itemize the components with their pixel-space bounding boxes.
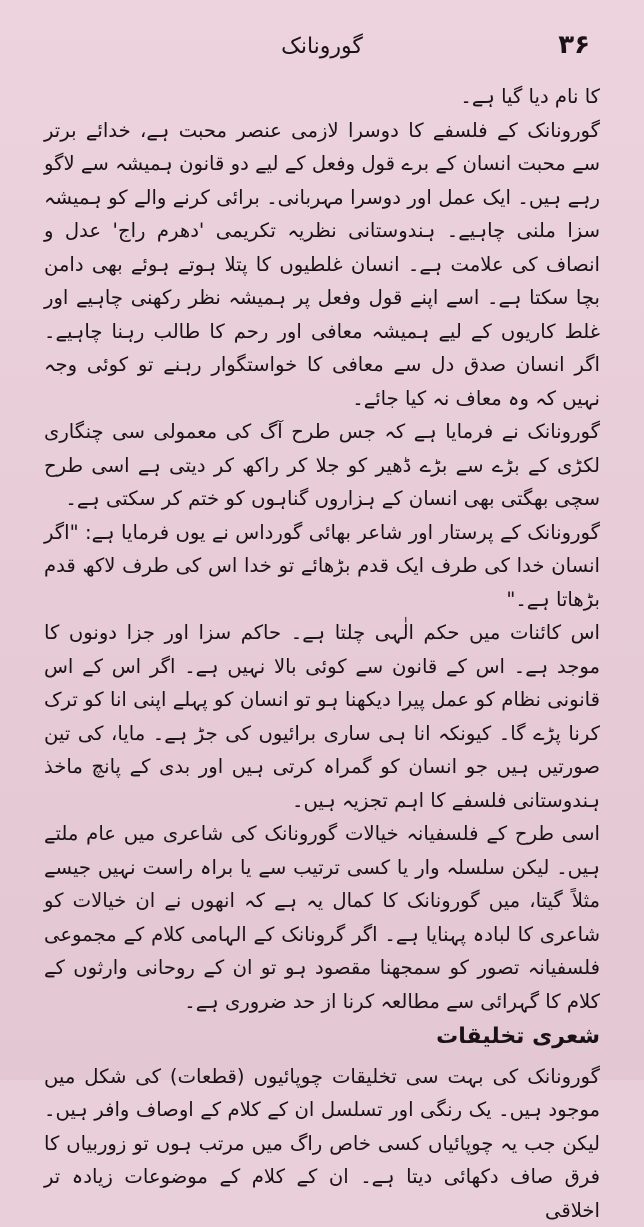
page-number: ۳۶ bbox=[558, 30, 590, 60]
section-heading: شعری تخلیقات bbox=[44, 1020, 600, 1054]
paragraph-3: گورونانک نے فرمایا ہے کہ جس طرح آگ کی معمولی سی چنگاری لکڑی کے بڑے سے بڑے ڈھیر کو جلا کر راکھ کر دیتی ہے اسی طرح سچی بھگتی بھی انسان کے ہزاروں گناہوں کو ختم کر سکتی ہے۔ bbox=[44, 415, 600, 516]
body-text bbox=[44, 80, 600, 1227]
section-paragraph-1: گورونانک کی بہت سی تخلیقات چوپائیوں (قطعات) کی شکل میں موجود ہیں۔ یک رنگی اور تسلسل ان کے کلام کے اوصاف وافر ہیں۔ لیکن جب یہ چوپائیاں کسی خاص راگ میں مرتب ہوں تو زوربیاں کا فرق صاف دکھائی دیتا ہے۔ ان کے کلام کے موضوعات زیادہ تر اخلاقی bbox=[44, 1060, 600, 1227]
paragraph-1: کا نام دیا گیا ہے۔ bbox=[44, 80, 600, 114]
paragraph-5: اس کائنات میں حکم الٰہی چلتا ہے۔ حاکم سزا اور جزا دونوں کا موجد ہے۔ اس کے قانون سے کوئی بالا نہیں ہے۔ اگر اس کے اس قانونی نظام کو عمل پیرا دیکھنا ہو تو انسان کو پہلے اپنی انا کو ترک کرنا پڑے گا۔ کیونکہ انا ہی ساری برائیوں کی جڑ ہے۔ مایا، کی تین صورتیں ہیں جو انسان کو گمراہ کرتی ہیں اور بدی کے پانچ ماخذ ہندوستانی فلسفے کا اہم تجزیہ ہیں۔ bbox=[44, 616, 600, 817]
running-head bbox=[44, 28, 600, 68]
paragraph-2: گورونانک کے فلسفے کا دوسرا لازمی عنصر محبت ہے، خدائے برتر سے محبت انسان کے برے قول وفعل کے لیے دو قانون ہمیشہ سے لاگو رہے ہیں۔ ایک عمل اور دوسرا مہربانی۔ برائی کرنے والے کو ہمیشہ سزا ملنی چاہیے۔ ہندوستانی نظریہ تکریمی 'دھرم راج' عدل و انصاف کی علامت ہے۔ انسان غلطیوں کا پتلا ہوتے ہوئے بھی دامن بچا سکتا ہے۔ اسے اپنے قول وفعل پر ہمیشہ نظر رکھنی چاہیے اور غلط کاریوں کے لیے ہمیشہ معافی اور رحم کا طالب رہنا چاہیے۔ اگر انسان صدق دل سے معافی کا خواستگوار رہنے تو کوئی وجہ نہیں کہ وہ معاف نہ کیا جائے۔ bbox=[44, 114, 600, 416]
paragraph-4: گورونانک کے پرستار اور شاعر بھائی گورداس نے یوں فرمایا ہے: "اگر انسان خدا کی طرف ایک قدم بڑھائے تو خدا اس کی طرف لاکھ قدم بڑھاتا ہے۔" bbox=[44, 516, 600, 617]
paragraph-6: اسی طرح کے فلسفیانہ خیالات گورونانک کی شاعری میں عام ملتے ہیں۔ لیکن سلسلہ وار یا کسی ترتیب سے یا براہ راست نہیں جیسے مثلاً گیتا، میں گورونانک کا کمال یہ ہے کہ انھوں نے ان خیالات کو شاعری کا لبادہ پہنایا ہے۔ اگر گرونانک کے الہامی کلام کے مجموعی فلسفیانہ تصور کو سمجھنا مقصود ہو تو ان کے روحانی وارثوں کے کلام کا گہرائی سے مطالعہ کرنا از حد ضروری ہے۔ bbox=[44, 817, 600, 1018]
running-title: گورونانک bbox=[44, 34, 600, 59]
